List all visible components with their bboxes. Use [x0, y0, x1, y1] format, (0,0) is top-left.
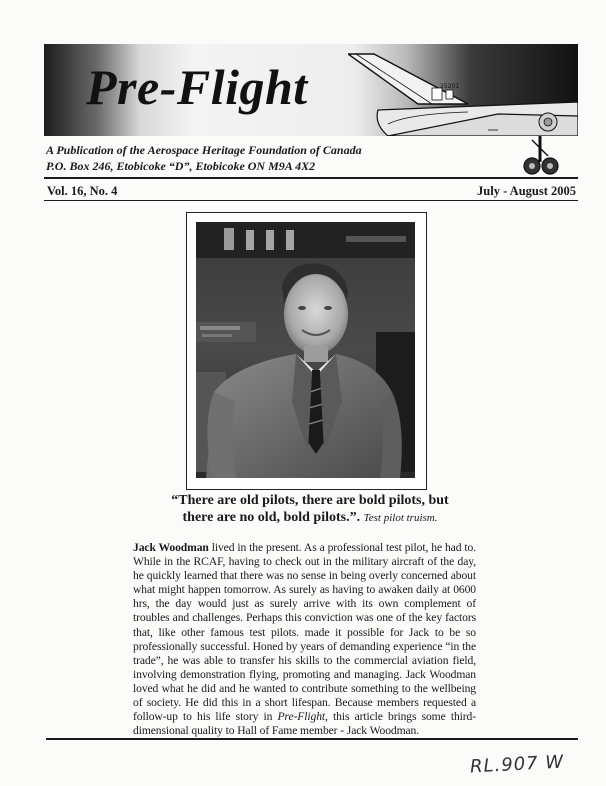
article-lead-name: Jack Woodman: [133, 541, 209, 554]
handwritten-catalog-note: RL.907 W: [469, 751, 565, 778]
article-body: [133, 541, 476, 738]
landing-gear-illustration: [518, 136, 564, 176]
jet-aircraft-illustration: [348, 44, 578, 136]
quote-attribution: Test pilot truism.: [363, 512, 438, 524]
footer-rule: [46, 738, 578, 740]
aircraft-marking: 25201: [440, 83, 460, 90]
publisher-address: P.O. Box 246, Etobicoke “D”, Etobicoke ON M9A 4X2: [46, 159, 316, 173]
article-publication-name: Pre-Flight: [277, 710, 326, 724]
article-text-part-2: , this article brings some third-dimensional quality to Hall of Fame member - Jack Woodman.: [133, 710, 476, 738]
quote-line-1: “There are old pilots, there are bold pilots, but: [171, 493, 449, 508]
pull-quote: [150, 492, 470, 527]
pilot-portrait-photo: [196, 222, 415, 478]
header-rule-bottom: [44, 200, 578, 201]
masthead-title: Pre-Flight: [86, 59, 308, 115]
quote-line-2: there are no old, bold pilots.”.: [182, 510, 361, 525]
issue-volume: Vol. 16, No. 4: [47, 184, 118, 198]
header-rule-top: [44, 177, 578, 179]
masthead-banner: [44, 44, 578, 136]
issue-date: July - August 2005: [477, 184, 576, 198]
publisher-name: A Publication of the Aerospace Heritage Foundation of Canada: [46, 143, 362, 157]
article-text-part-1: lived in the present. As a professional test pilot, he had to. While in the RCAF, having to check out in the military aircraft of the day, he quickly learned that there was no sense in being overly concerned about what might happen tomorrow. As surely as having to awaken daily at 0600 hrs, the day would just as surely arrive with its own complement of troubles and challenges. Perhaps this conviction was one of the key factors that, like other famous test pilots. made it possible for Jack to be so professionally successful. Honed by years of demanding experience “in the trade”, he was able to transfer his skills to the commercial aviation field, involving demonstration flying, promoting and managing. Jack Woodman loved what he did and he wanted to contribute something to the wellbeing of society. He did this in a short lifespan. Because members requested a follow-up to his life story in: [133, 541, 476, 724]
portrait-photo-frame: [186, 212, 427, 490]
